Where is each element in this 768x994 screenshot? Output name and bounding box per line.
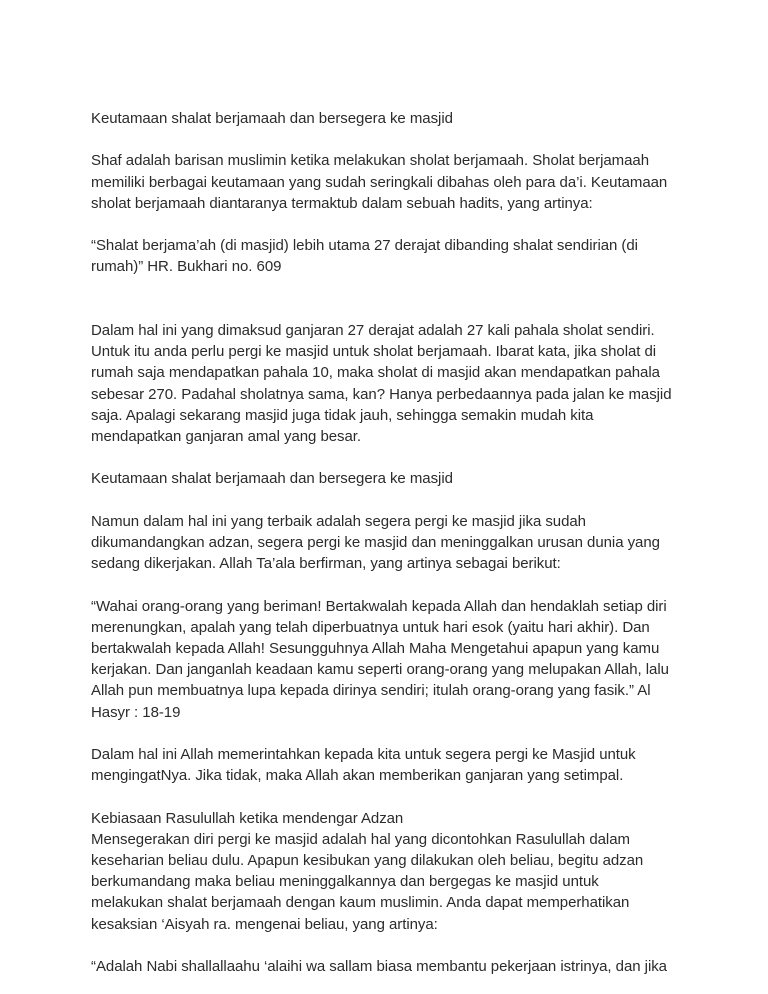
hadith-quote: “Shalat berjama’ah (di masjid) lebih utama 27 derajat dibanding shalat sendirian (di rumah)” HR. Bukhari no. 609 xyxy=(91,237,638,276)
paragraph: Mensegerakan diri pergi ke masjid adalah hal yang dicontohkan Rasulullah dalam keseharian beliau dulu. Apapun kesibukan yang dilakukan oleh beliau, begitu adzan berkumandang maka beliau meninggalkannya dan bergegas ke masjid untuk melakukan shalat berjamaah dengan kaum muslimin. Anda dapat memperhatikan kesaksian ‘Aisyah ra. mengenai beliau, yang artinya: xyxy=(91,830,644,933)
hadith-quote: “Adalah Nabi shallallaahu ‘alaihi wa sallam biasa membantu pekerjaan istrinya, dan jika xyxy=(91,957,667,975)
paragraph: Shaf adalah barisan muslimin ketika melakukan sholat berjamaah. Sholat berjamaah memiliki berbagai keutamaan yang sudah seringkali dibahas oleh para da’i. Keutamaan sholat berjamaah diantaranya termaktub dalam sebuah hadits, yang artinya: xyxy=(91,152,668,212)
quran-quote: “Wahai orang-orang yang beriman! Bertakwalah kepada Allah dan hendaklah setiap diri merenungkan, apalah yang telah diperbuatnya untuk hari esok (yaitu hari akhir). Dan bertakwalah kepada Allah! Sesungguhnya Allah Maha Mengetahui apapun yang kamu kerjakan. Dan janganlah keadaan kamu seperti orang-orang yang melupakan Allah, lalu Allah pun membuatnya lupa kepada dirinya sendiri; itulah orang-orang yang fasik.” Al Hasyr : 18-19 xyxy=(91,597,669,721)
section-heading: Keutamaan shalat berjamaah dan bersegera ke masjid xyxy=(91,470,453,488)
paragraph: Dalam hal ini Allah memerintahkan kepada kita untuk segera pergi ke Masjid untuk mengingatNya. Jika tidak, maka Allah akan memberikan ganjaran yang setimpal. xyxy=(91,745,636,785)
section-heading: Keutamaan shalat berjamaah dan bersegera ke masjid xyxy=(91,110,453,127)
paragraph: Namun dalam hal ini yang terbaik adalah segera pergi ke masjid jika sudah dikumandangkan adzan, segera pergi ke masjid dan meninggalkan urusan dunia yang sedang dikerjakan. Allah Ta’ala berfirman, yang artinya sebagai berikut: xyxy=(91,512,660,573)
paragraph: Dalam hal ini yang dimaksud ganjaran 27 derajat adalah 27 kali pahala sholat sendiri. Untuk itu anda perlu pergi ke masjid untuk sholat berjamaah. Ibarat kata, jika sholat di rumah saja mendapatkan pahala 10, maka sholat di masjid akan mendapatkan pahala sebesar 270. Padahal sholatnya sama, kan? Hanya perbedaannya pada jalan ke masjid saja. Apalagi sekarang masjid juga tidak jauh, sehingga semakin mudah kita mendapatkan ganjaran amal yang besar. xyxy=(91,321,672,445)
section-heading: Kebiasaan Rasulullah ketika mendengar Adzan xyxy=(91,809,404,827)
